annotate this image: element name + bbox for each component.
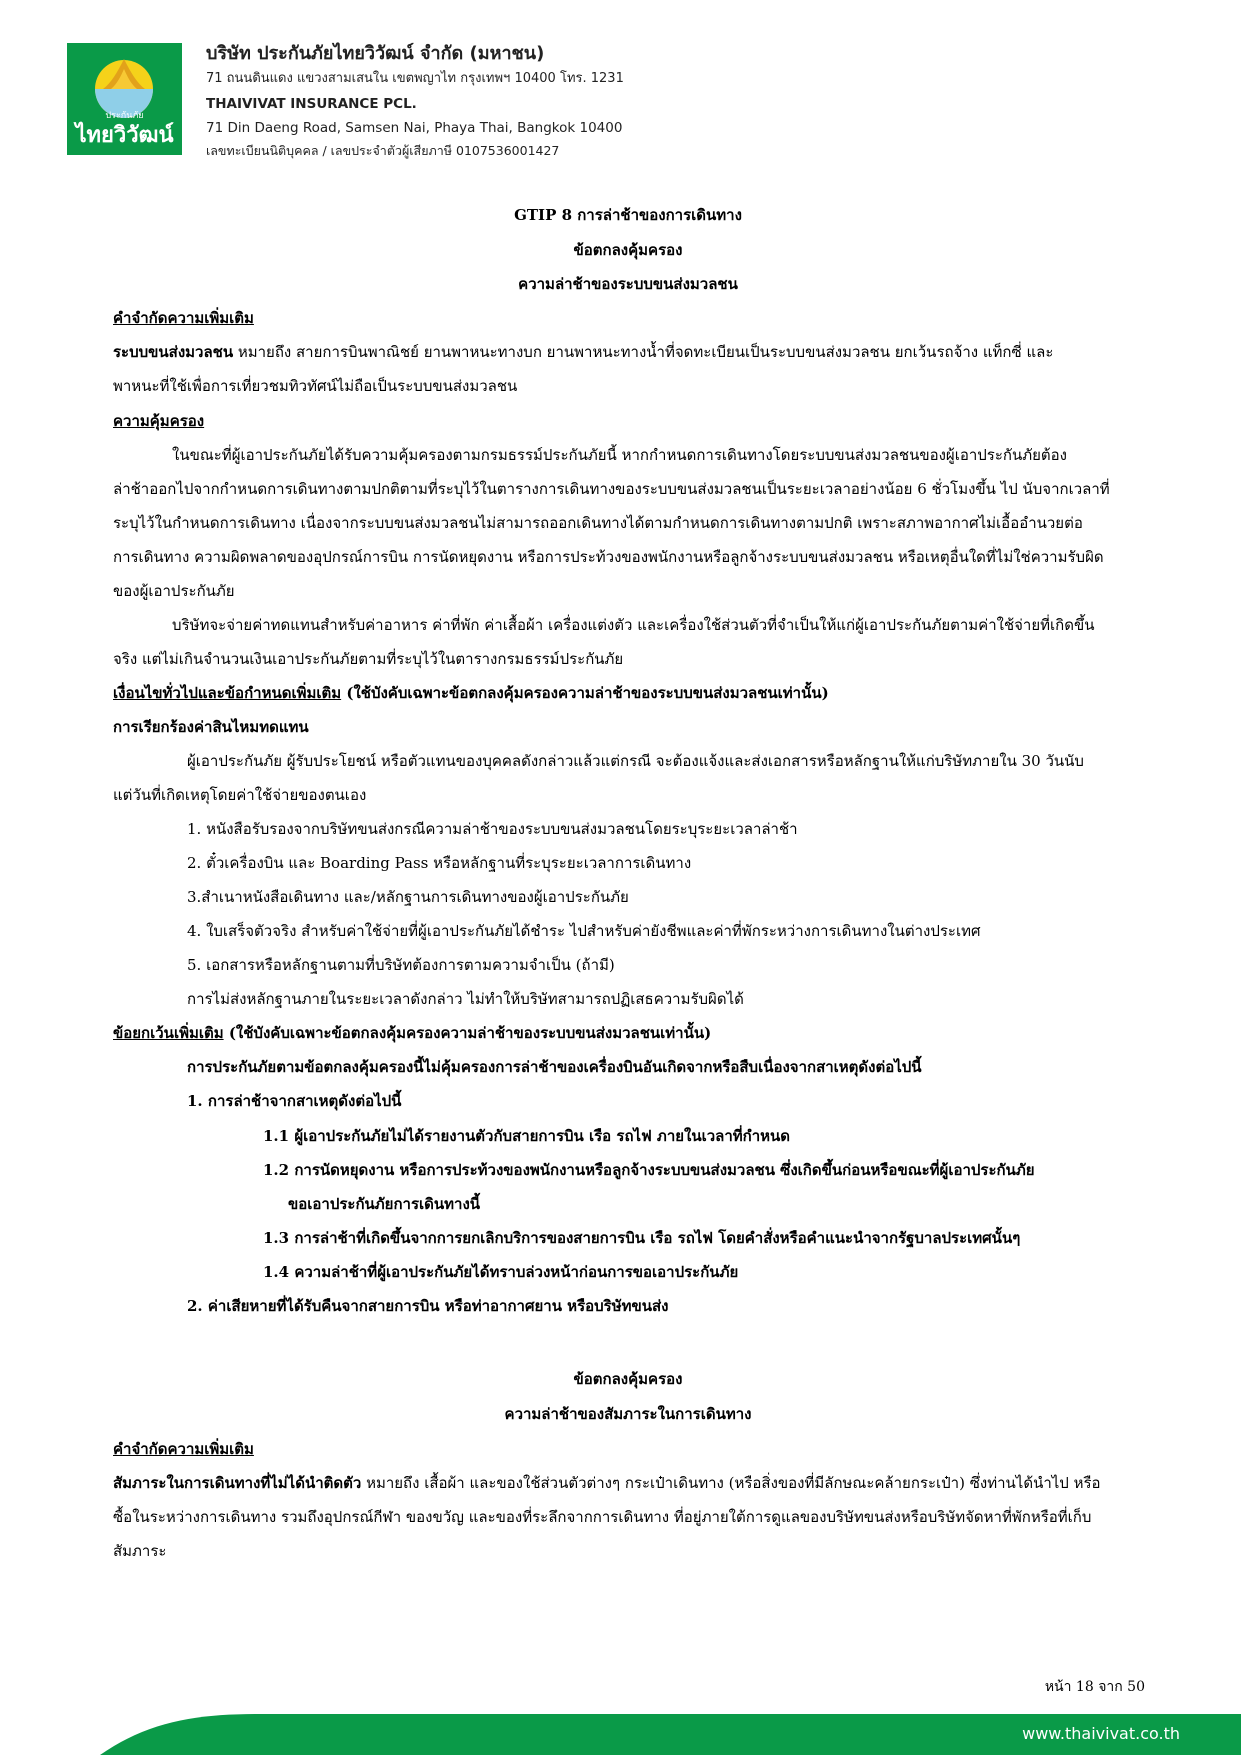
section-subtitle-2: ความล่าช้าของระบบขนส่งมวลชน <box>518 275 738 293</box>
page-number: หน้า 18 จาก 50 <box>1044 1679 1145 1695</box>
claim-paragraph-line: ผู้เอาประกันภัย ผู้รับประโยชน์ หรือตัวแทนของบุคคลดังกล่าวแล้วแต่กรณี จะต้องแจ้งและส่งเอกสารหรือหลักฐานให้แก่บริษัทภายใน 30 วันนับ <box>187 752 1084 770</box>
exclusion-subitem: 1.2 การนัดหยุดงาน หรือการประท้วงของพนักงานหรือลูกจ้างระบบขนส่งมวลชน ซึ่งเกิดขึ้นก่อนหรือขณะที่ผู้เอาประกันภัย <box>263 1161 1035 1179</box>
website-url: www.thaivivat.co.th <box>1022 1724 1180 1743</box>
company-name-th: บริษัท ประกันภัยไทยวิวัฒน์ จำกัด (มหาชน) <box>206 43 545 64</box>
coverage-paragraph-line: จริง แต่ไม่เกินจำนวนเงินเอาประกันภัยตามที่ระบุไว้ในตารางกรมธรรม์ประกันภัย <box>113 650 624 668</box>
coverage-paragraph-line: การเดินทาง ความผิดพลาดของอุปกรณ์การบิน การนัดหยุดงาน หรือการประท้วงของพนักงานหรือลูกจ้างระบบขนส่งมวลชน หรือเหตุอื่นใดที่ไม่ใช่ความรับผิด <box>113 548 1104 566</box>
claim-document-item: 3.สำเนาหนังสือเดินทาง และ/หลักฐานการเดินทางของผู้เอาประกันภัย <box>187 888 629 906</box>
coverage-paragraph-line: ในขณะที่ผู้เอาประกันภัยได้รับความคุ้มครองตามกรมธรรม์ประกันภัยนี้ หากกำหนดการเดินทางโดยระบบขนส่งมวลชนของผู้เอาประกันภัยต้อง <box>172 446 1067 464</box>
exclusion-subitem: 1.1 ผู้เอาประกันภัยไม่ได้รายงานตัวกับสายการบิน เรือ รถไฟ ภายในเวลาที่กำหนด <box>263 1127 791 1145</box>
definition-line <box>113 340 1053 364</box>
conditions-heading-note: (ใช้บังคับเฉพาะข้อตกลงคุ้มครองความล่าช้าของระบบขนส่งมวลชนเท่านั้น) <box>341 684 829 702</box>
claim-note: การไม่ส่งหลักฐานภายในระยะเวลาดังกล่าว ไม่ทำให้บริษัทสามารถปฏิเสธความรับผิดได้ <box>187 990 744 1008</box>
exclusion-subitem: 1.3 การล่าช้าที่เกิดขึ้นจากการยกเลิกบริการของสายการบิน เรือ รถไฟ โดยคำสั่งหรือคำแนะนำจากรัฐบาลประเทศนั้นๆ <box>263 1229 1021 1247</box>
section2-subtitle-2: ความล่าช้าของสัมภาระในการเดินทาง <box>504 1405 752 1423</box>
section2-definitions-heading: คำจำกัดความเพิ่มเติม <box>113 1440 254 1458</box>
exclusion-item: 1. การล่าช้าจากสาเหตุดังต่อไปนี้ <box>187 1092 402 1110</box>
exclusions-heading <box>113 1021 711 1045</box>
section2-definition-line: ซื้อในระหว่างการเดินทาง รวมถึงอุปกรณ์กีฬา ของขวัญ และของที่ระลึกจากการเดินทาง ที่อยู่ภายใต้การดูแลของบริษัทขนส่งหรือบริษัทจัดหาที่พักหรือที่เก็บ <box>113 1508 1092 1526</box>
coverage-paragraph-line: ระบุไว้ในกำหนดการเดินทาง เนื่องจากระบบขนส่งมวลชนไม่สามารถออกเดินทางได้ตามกำหนดการเดินทางตามปกติ เพราะสภาพอากาศไม่เอื้ออำนวยต่อ <box>113 514 1083 532</box>
exclusions-heading-note: (ใช้บังคับเฉพาะข้อตกลงคุ้มครองความล่าช้าของระบบขนส่งมวลชนเท่านั้น) <box>223 1024 712 1042</box>
claim-document-item: 4. ใบเสร็จตัวจริง สำหรับค่าใช้จ่ายที่ผู้เอาประกันภัยได้ชำระ ไปสำหรับค่ายังชีพและค่าที่พักระหว่างการเดินทางในต่างประเทศ <box>187 922 981 940</box>
section2-definition-line <box>113 1471 1101 1495</box>
logo-tagline: ประกันภัย <box>105 111 144 121</box>
logo-name: ไทยวิวัฒน์ <box>75 123 174 148</box>
definition-text: หมายถึง สายการบินพาณิชย์ ยานพาหนะทางบก ยานพาหนะทางน้ำที่จดทะเบียนเป็นระบบขนส่งมวลชน ยกเว้นรถจ้าง แท็กซี่ และ <box>233 343 1054 361</box>
coverage-paragraph-line: ของผู้เอาประกันภัย <box>113 582 235 600</box>
exclusion-subitem: 1.4 ความล่าช้าที่ผู้เอาประกันภัยได้ทราบล่วงหน้าก่อนการขอเอาประกันภัย <box>263 1263 739 1281</box>
coverage-paragraph-line: ล่าช้าออกไปจากกำหนดการเดินทางตามปกติตามที่ระบุไว้ในตารางการเดินทางของระบบขนส่งมวลชนเป็นระยะเวลาอย่างน้อย 6 ชั่วโมงขึ้น ไป นับจากเวลาที่ <box>113 480 1110 498</box>
company-address-en: 71 Din Daeng Road, Samsen Nai, Phaya Thai, Bangkok 10400 <box>206 120 623 136</box>
claim-document-item: 5. เอกสารหรือหลักฐานตามที่บริษัทต้องการตามความจำเป็น (ถ้ามี) <box>187 956 615 974</box>
conditions-heading-underlined: เงื่อนไขทั่วไปและข้อกำหนดเพิ่มเติม <box>113 684 342 702</box>
claim-document-item: 2. ตั๋วเครื่องบิน และ Boarding Pass หรือหลักฐานที่ระบุระยะเวลาการเดินทาง <box>187 854 692 872</box>
definition-term: ระบบขนส่งมวลชน <box>113 343 234 361</box>
exclusions-intro: การประกันภัยตามข้อตกลงคุ้มครองนี้ไม่คุ้มครองการล่าช้าของเครื่องบินอันเกิดจากหรือสืบเนื่องจากสาเหตุดังต่อไปนี้ <box>187 1058 922 1076</box>
exclusion-subitem-continued: ขอเอาประกันภัยการเดินทางนี้ <box>288 1195 481 1213</box>
company-info <box>206 41 624 163</box>
company-name-en: THAIVIVAT INSURANCE PCL. <box>206 96 417 112</box>
coverage-paragraph-line: บริษัทจะจ่ายค่าทดแทนสำหรับค่าอาหาร ค่าที่พัก ค่าเสื้อผ้า เครื่องแต่งตัว และเครื่องใช้ส่วนตัวที่จำเป็นให้แก่ผู้เอาประกันภัยตามค่าใช้จ่ายที่เกิดขึ้น <box>172 616 1095 634</box>
definition-line: พาหนะที่ใช้เพื่อการเที่ยวชมทิวทัศน์ไม่ถือเป็นระบบขนส่งมวลชน <box>113 377 518 395</box>
exclusions-heading-underlined: ข้อยกเว้นเพิ่มเติม <box>113 1024 224 1042</box>
definitions-heading: คำจำกัดความเพิ่มเติม <box>113 309 254 327</box>
section-title: GTIP 8 การล่าช้าของการเดินทาง <box>514 206 742 224</box>
company-registration: เลขทะเบียนนิติบุคคล / เลขประจำตัวผู้เสียภาษี 0107536001427 <box>206 143 560 158</box>
coverage-heading: ความคุ้มครอง <box>113 412 205 430</box>
exclusion-item: 2. ค่าเสียหายที่ได้รับคืนจากสายการบิน หรือท่าอากาศยาน หรือบริษัทขนส่ง <box>187 1297 669 1315</box>
claim-paragraph-line: แต่วันที่เกิดเหตุโดยค่าใช้จ่ายของตนเอง <box>113 786 367 804</box>
section2-definition-line: สัมภาระ <box>113 1542 167 1560</box>
claim-document-item: 1. หนังสือรับรองจากบริษัทขนส่งกรณีความล่าช้าของระบบขนส่งมวลชนโดยระบุระยะเวลาล่าช้า <box>187 820 798 838</box>
section2-definition-term: สัมภาระในการเดินทางที่ไม่ได้นำติดตัว <box>113 1474 362 1492</box>
section2-subtitle: ข้อตกลงคุ้มครอง <box>573 1370 683 1388</box>
claim-heading: การเรียกร้องค่าสินไหมทดแทน <box>113 718 309 736</box>
section-subtitle: ข้อตกลงคุ้มครอง <box>573 241 683 259</box>
company-address-th: 71 ถนนดินแดง แขวงสามเสนใน เขตพญาไท กรุงเทพฯ 10400 โทร. 1231 <box>206 71 624 86</box>
company-logo <box>67 43 182 155</box>
conditions-heading <box>113 681 829 705</box>
section2-definition-text: หมายถึง เสื้อผ้า และของใช้ส่วนตัวต่างๆ กระเป๋าเดินทาง (หรือสิ่งของที่มีลักษณะคล้ายกระเป๋า) ซึ่งท่านได้นำไป หรือ <box>361 1474 1101 1492</box>
